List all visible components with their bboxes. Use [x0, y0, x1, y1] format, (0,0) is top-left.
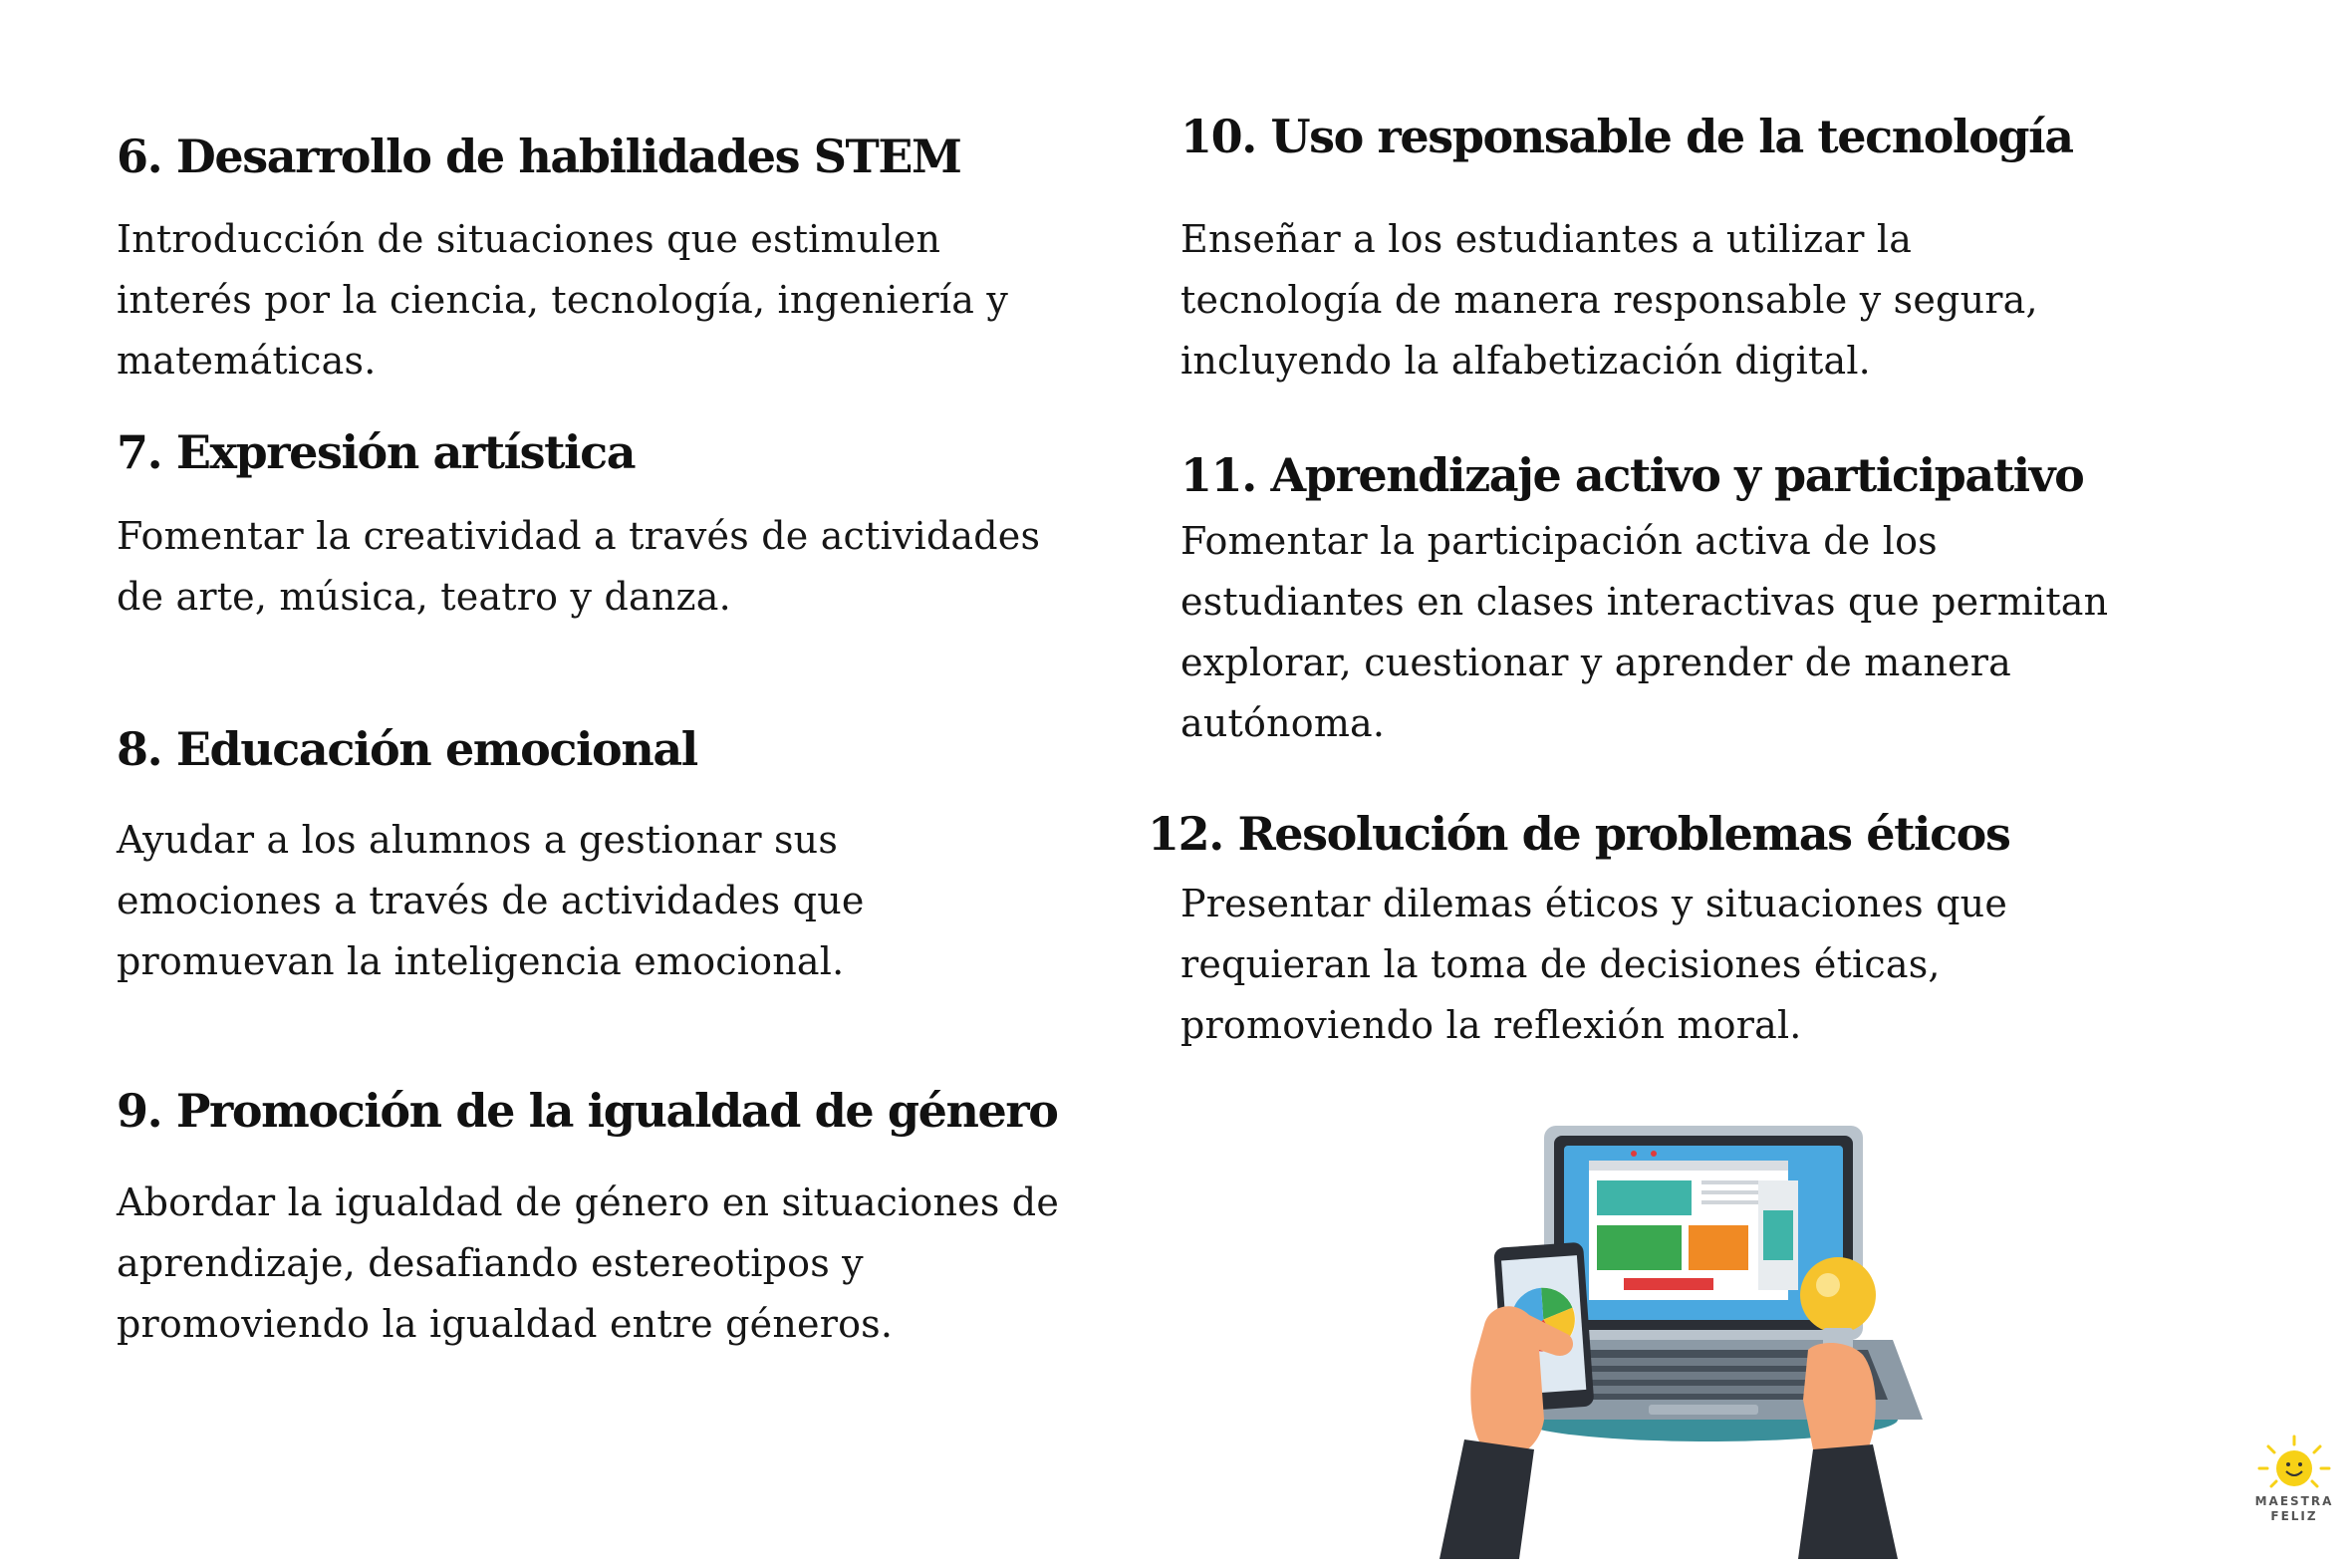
body-line: Presentar dilemas éticos y situaciones que: [1180, 882, 2008, 925]
body-line: promoviendo la reflexión moral.: [1180, 1003, 1802, 1047]
body-line: Enseñar a los estudiantes a utilizar la: [1180, 217, 1913, 261]
body-line: de arte, música, teatro y danza.: [117, 575, 731, 619]
body-line: estudiantes en clases interactivas que permitan: [1180, 580, 2109, 624]
body-line: Fomentar la participación activa de los: [1180, 519, 1938, 563]
section-heading: 10. Uso responsable de la tecnología: [1180, 110, 2073, 163]
section-body: [117, 1173, 1059, 1355]
body-line: Fomentar la creatividad a través de actividades: [117, 514, 1041, 558]
body-line: interés por la ciencia, tecnología, ingeniería y: [117, 278, 1008, 322]
section-body: [117, 209, 1008, 392]
section-body: [117, 506, 1040, 628]
body-line: tecnología de manera responsable y segura,: [1180, 278, 2038, 322]
section-heading: 8. Educación emocional: [117, 722, 697, 776]
logo-text-line2: FELIZ: [2270, 1509, 2318, 1523]
section-body: [1180, 209, 2038, 392]
section-body: [117, 810, 865, 992]
logo-text-line1: MAESTRA: [2254, 1494, 2334, 1508]
section-body: [1180, 511, 2108, 754]
smiling-sun-icon: [2253, 1435, 2335, 1494]
body-line: incluyendo la alfabetización digital.: [1180, 339, 1871, 383]
body-line: matemáticas.: [117, 339, 377, 383]
laptop-phone-lightbulb-illustration: [1420, 1121, 1958, 1559]
body-line: Introducción de situaciones que estimulen: [117, 217, 941, 261]
section-body: [1180, 874, 2007, 1056]
section-heading: 7. Expresión artística: [117, 425, 636, 479]
body-line: aprendizaje, desafiando estereotipos y: [117, 1241, 864, 1285]
section-heading: 11. Aprendizaje activo y participativo: [1180, 448, 2084, 502]
section-heading: 12. Resolución de problemas éticos: [1148, 807, 2010, 861]
body-line: Abordar la igualdad de género en situaciones de: [117, 1180, 1060, 1224]
maestra-feliz-logo: [2253, 1435, 2335, 1544]
body-line: promoviendo la igualdad entre géneros.: [117, 1302, 894, 1346]
body-line: requieran la toma de decisiones éticas,: [1180, 942, 1941, 986]
body-line: promuevan la inteligencia emocional.: [117, 939, 845, 983]
body-line: Ayudar a los alumnos a gestionar sus: [117, 818, 839, 862]
body-line: explorar, cuestionar y aprender de manera: [1180, 641, 2011, 684]
body-line: autónoma.: [1180, 701, 1386, 745]
section-heading: 6. Desarrollo de habilidades STEM: [117, 130, 961, 183]
body-line: emociones a través de actividades que: [117, 879, 865, 922]
section-heading: 9. Promoción de la igualdad de género: [117, 1084, 1058, 1138]
